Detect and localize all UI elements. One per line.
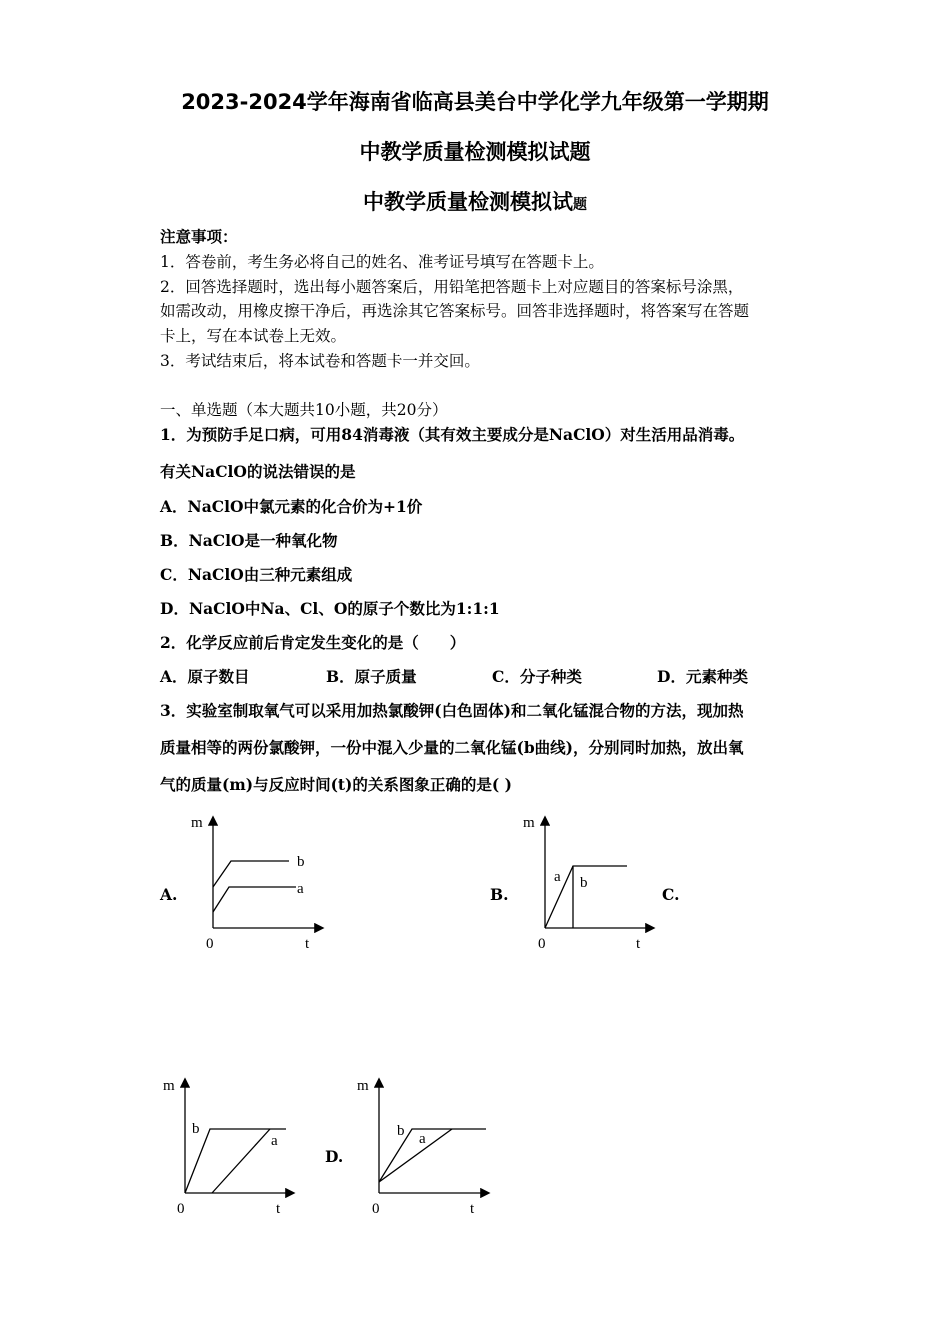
graph-d [357,1078,488,1217]
q3-option-a-label: A. [160,885,178,904]
q2-option-a: A．原子数目 [160,667,250,686]
curve-b [379,1129,486,1182]
x-label: t [276,1201,281,1217]
origin-label: 0 [206,936,214,952]
q2-option-c: C．分子种类 [492,667,582,686]
curve-a [213,887,296,912]
q1-stem: 1．为预防手足口病，可用84消毒液（其有效主要成分是NaClO）对生活用品消毒。 [160,425,745,444]
curve-a [379,1129,452,1182]
title-line-3-tail: 题 [573,197,587,213]
q1-option-d: D．NaClO中Na、Cl、O的原子个数比为1:1:1 [160,599,500,618]
curve-a-label: a [271,1133,278,1149]
q3-option-d-label: D. [325,1147,344,1166]
curve-b-label: b [397,1123,405,1139]
graph-c [163,1078,293,1217]
curve-b-label: b [297,854,305,870]
graph-a [191,815,322,952]
origin-label: 0 [538,936,546,952]
notice-item: 如需改动，用橡皮擦干净后，再选涂其它答案标号。回答非选择题时，将答案写在答题 [160,302,750,320]
q2-option-b: B．原子质量 [326,667,417,686]
curve-b [213,861,289,887]
y-label: m [357,1078,369,1094]
curve-a-label: a [554,869,561,885]
q1-option-a: A．NaClO中氯元素的化合价为+1价 [160,497,423,516]
notice-item: 卡上，写在本试卷上无效。 [160,327,347,345]
q2-stem: 2．化学反应前后肯定发生变化的是（ ） [160,633,466,652]
title-line-3-main: 中教学质量检测模拟试 [363,190,573,214]
curve-b-label: b [580,875,588,891]
title-line-1: 2023-2024学年海南省临高县美台中学化学九年级第一学期期 [181,90,769,114]
y-label: m [523,815,535,831]
q3-stem: 质量相等的两份氯酸钾，一份中混入少量的二氧化锰(b曲线)，分别同时加热，放出氧 [160,738,744,757]
graph-b [523,815,653,952]
q3-option-c-label: C. [662,885,680,904]
section-heading: 一、单选题（本大题共10小题，共20分） [160,401,448,419]
title-line-2: 中教学质量检测模拟试题 [359,140,591,164]
curve-a-label: a [297,881,304,897]
x-label: t [305,936,310,952]
origin-label: 0 [372,1201,380,1217]
x-label: t [470,1201,475,1217]
y-label: m [191,815,203,831]
x-label: t [636,936,641,952]
curve-b-label: b [192,1121,200,1137]
q1-option-c: C．NaClO由三种元素组成 [160,565,353,584]
origin-label: 0 [177,1201,185,1217]
q3-option-b-label: B. [490,885,509,904]
q3-stem: 3．实验室制取氧气可以采用加热氯酸钾(白色固体)和二氧化锰混合物的方法，现加热 [160,701,744,720]
notice-item: 2．回答选择题时，选出每小题答案后，用铅笔把答题卡上对应题目的答案标号涂黑， [160,278,744,296]
notice-item: 3．考试结束后，将本试卷和答题卡一并交回。 [160,352,480,370]
q1-option-b: B．NaClO是一种氧化物 [160,531,338,550]
q1-stem: 有关NaClO的说法错误的是 [160,462,356,481]
q3-stem: 气的质量(m)与反应时间(t)的关系图象正确的是( ) [160,775,512,794]
y-label: m [163,1078,175,1094]
notice-item: 1．答卷前，考生务必将自己的姓名、准考证号填写在答题卡上。 [160,253,604,271]
curve-a [212,1129,270,1193]
curve-a-label: a [419,1131,426,1147]
q2-option-d: D．元素种类 [657,667,748,686]
notice-heading: 注意事项： [160,227,238,246]
